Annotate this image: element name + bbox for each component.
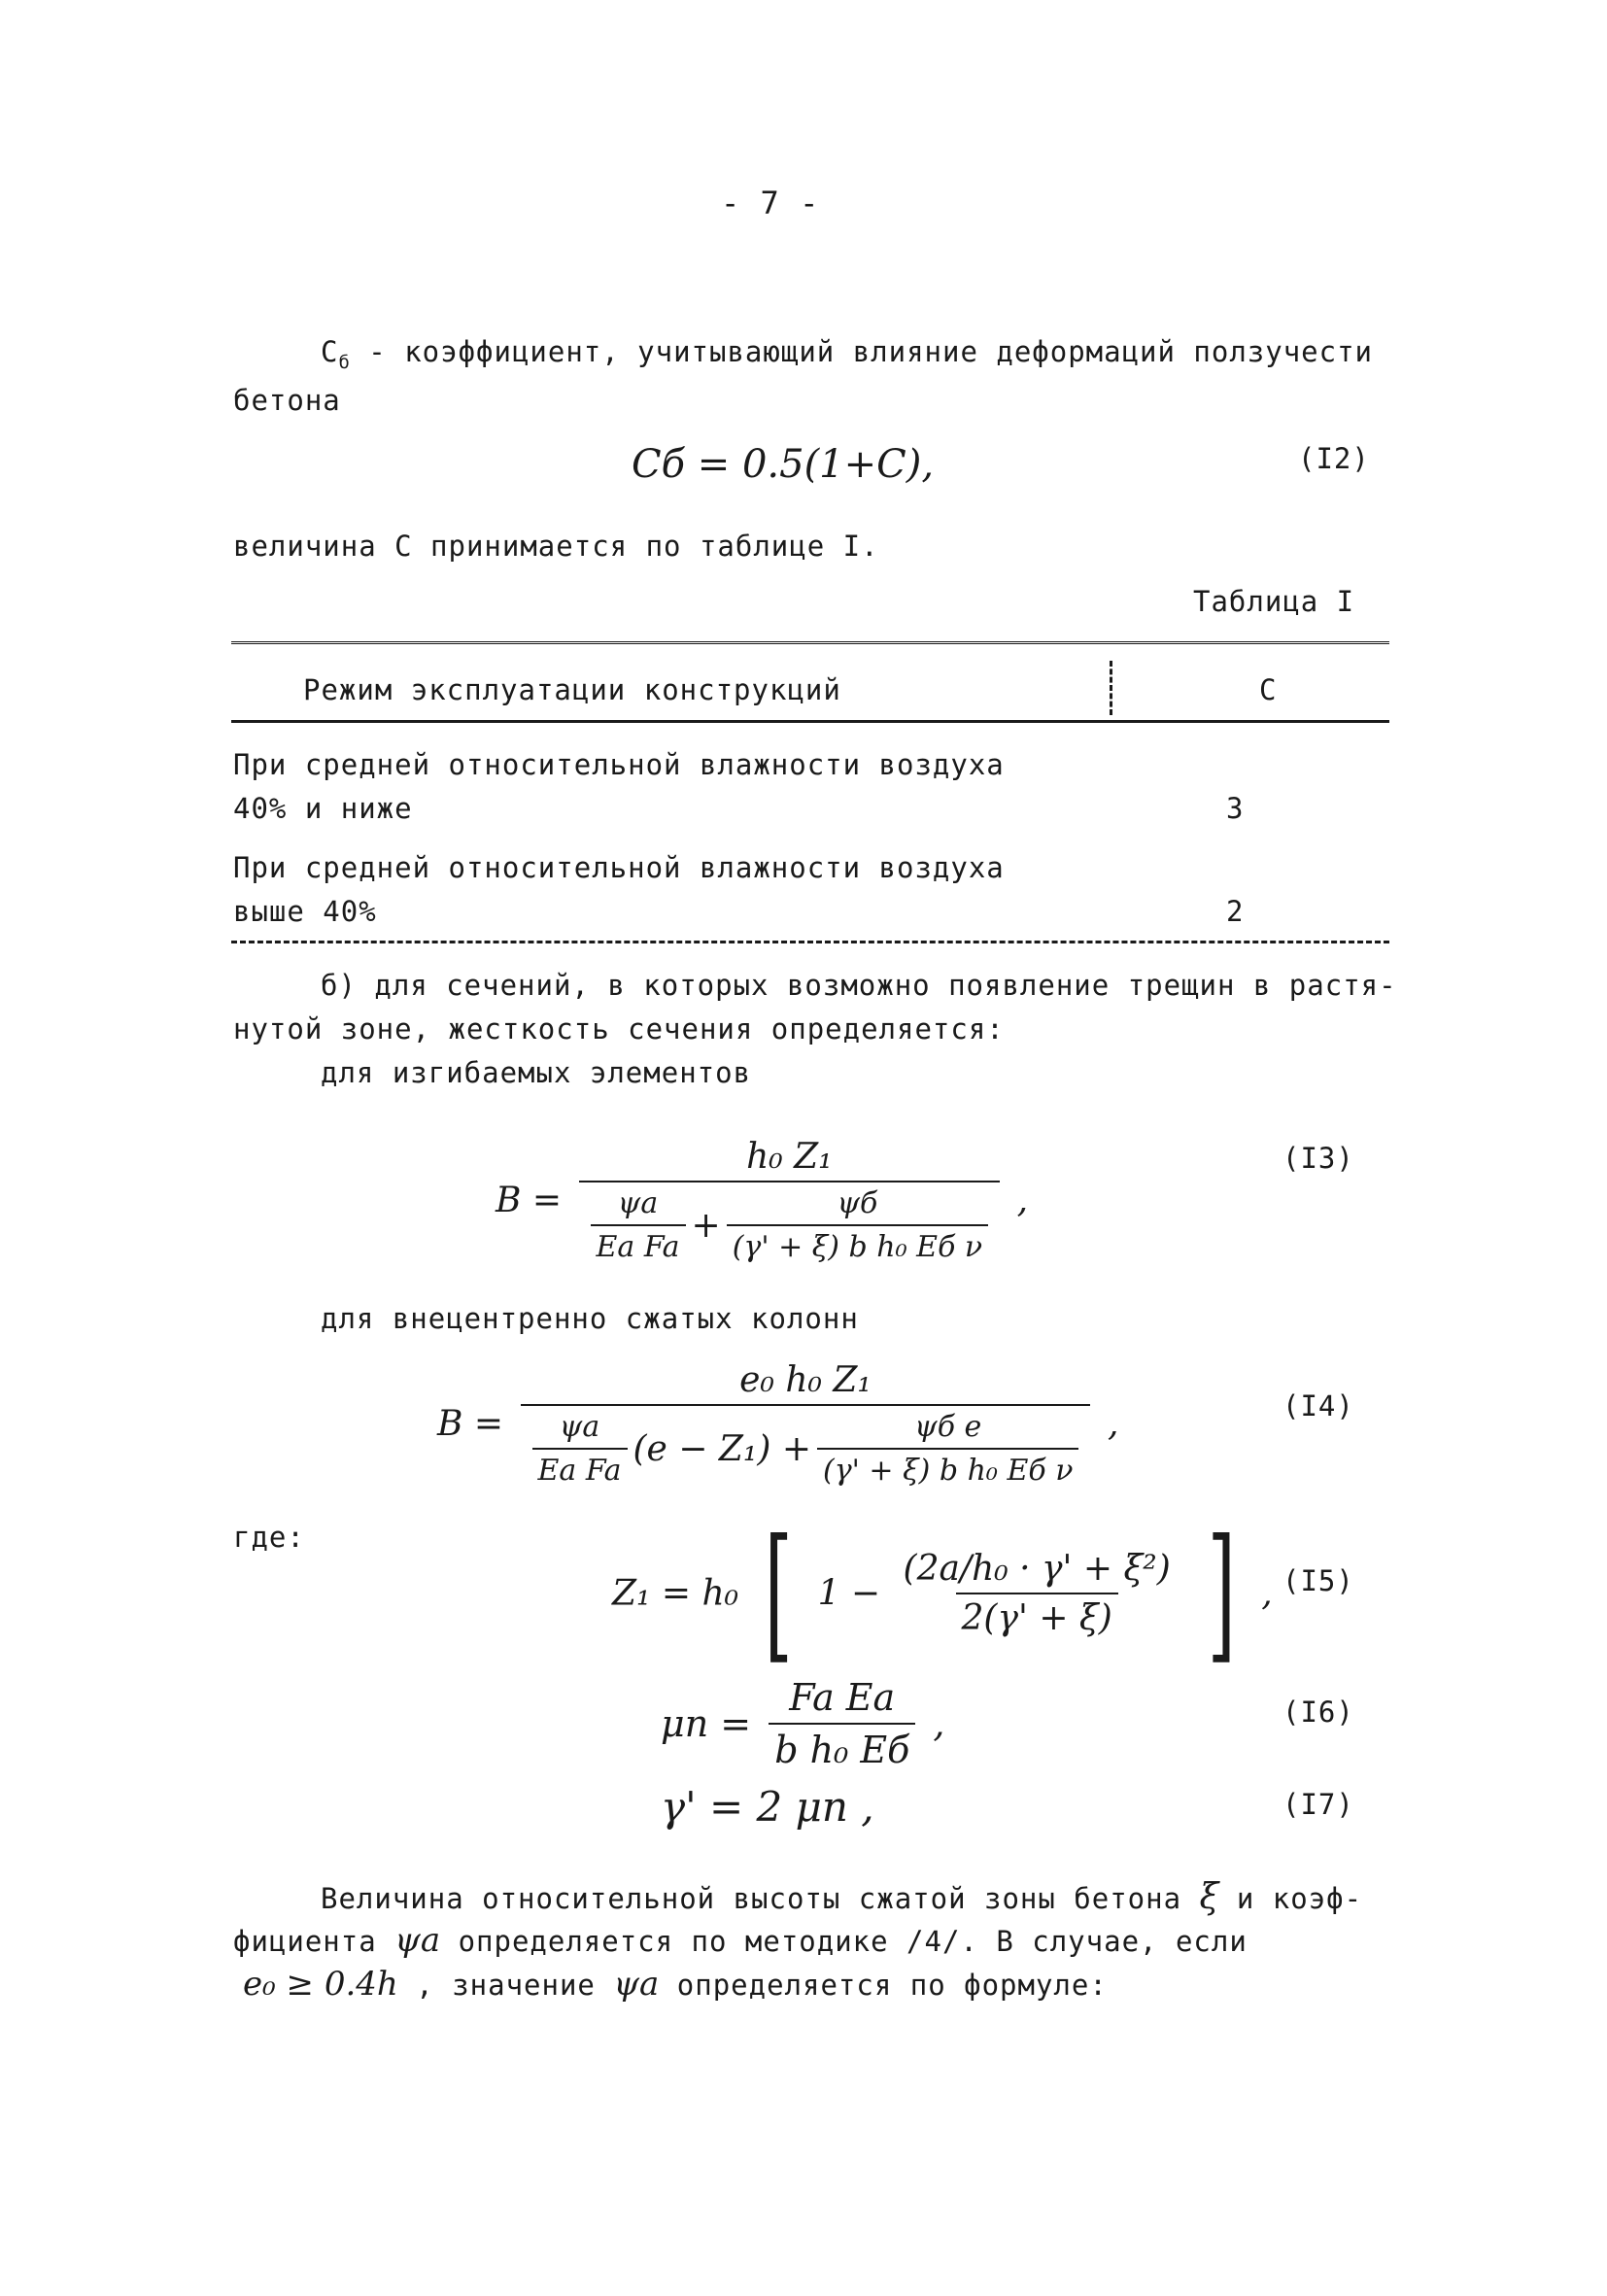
formula-14-term2-num: ψб e <box>914 1410 982 1444</box>
formula-13-term1-den: Ea Fa <box>591 1224 686 1264</box>
formula-14-numerator: e₀ h₀ Z₁ <box>739 1360 872 1400</box>
formula-16-num: Fa Ea <box>789 1676 896 1719</box>
formula-16-lhs: μn = <box>661 1702 752 1745</box>
intro-line-1-text: - коэффициент, учитывающий влияние деформаций ползучести <box>350 335 1374 368</box>
table-header-col2: C <box>1259 673 1278 706</box>
para-b-line-1: б) для сечений, в которых возможно появление трещин в растя- <box>321 969 1397 1002</box>
final-line-3-a: , значение <box>416 1969 596 2002</box>
formula-13-plus: + <box>691 1205 721 1246</box>
para-columns: для внецентренно сжатых колонн <box>321 1302 859 1335</box>
final-line-2 <box>233 1921 1248 1960</box>
formula-13-term2-den: (γ' + ξ) b h₀ Eб ν <box>727 1224 988 1264</box>
formula-13-term2-num: ψб <box>837 1186 878 1220</box>
formula-14-lhs: B = <box>437 1404 504 1444</box>
formula-14-term1-num: ψa <box>559 1410 600 1444</box>
formula-15-lhs: Z₁ = h₀ <box>612 1573 739 1614</box>
formula-15-tail: , <box>1261 1573 1273 1614</box>
intro-line-1 <box>321 335 1373 373</box>
psi-a-symbol: ψa <box>394 1921 441 1960</box>
formula-16-tail: , <box>933 1702 945 1745</box>
where-label: где: <box>233 1521 305 1554</box>
formula-15-den: 2(γ' + ξ) <box>956 1593 1118 1638</box>
table-row-1-value: 3 <box>1226 792 1245 825</box>
intro-line-2: бетона <box>233 384 341 417</box>
formula-17-number: (I7) <box>1282 1788 1354 1821</box>
table-row-1-line-2: 40% и ниже <box>233 792 413 825</box>
table-top-rule <box>231 641 1389 648</box>
formula-13-lhs: B = <box>496 1181 563 1220</box>
table-row-2-value: 2 <box>1226 895 1245 928</box>
formula-12: Cб = 0.5(1+C), <box>632 442 935 487</box>
formula-16-den: b h₀ Eб <box>769 1723 915 1771</box>
table-reference-sentence: величина C принимается по таблице I. <box>233 530 879 563</box>
formula-15-number: (I5) <box>1282 1564 1354 1597</box>
formula-13-main-fraction <box>579 1137 1001 1264</box>
symbol-c: C <box>321 335 339 368</box>
page-number: - 7 - <box>721 185 820 222</box>
formula-13-numerator: h₀ Z₁ <box>746 1137 833 1177</box>
table-row-1-line-1: При средней относительной влажности воздуха <box>233 748 1005 781</box>
table-row-2-line-2: выше 40% <box>233 895 377 928</box>
table-bottom-rule <box>231 941 1389 943</box>
formula-14-main-fraction <box>521 1360 1091 1488</box>
condition-formula: e₀ ≥ 0.4h <box>243 1965 398 2004</box>
formula-13-term1-num: ψa <box>617 1186 659 1220</box>
formula-17: γ' = 2 μn , <box>661 1783 874 1831</box>
right-bracket: ] <box>1207 1509 1237 1678</box>
table-header-divider <box>1110 661 1112 715</box>
final-line-2-b: определяется по методике /4/. В случае, если <box>458 1925 1248 1958</box>
para-b-line-3: для изгибаемых элементов <box>321 1056 752 1089</box>
final-line-1-a: Величина относительной высоты сжатой зоны бетона <box>321 1882 1182 1915</box>
formula-14-term2-den: (γ' + ξ) b h₀ Eб ν <box>817 1448 1078 1488</box>
formula-13 <box>496 1137 1028 1264</box>
formula-14-number: (I4) <box>1282 1389 1354 1422</box>
formula-16-number: (I6) <box>1282 1696 1354 1729</box>
final-line-3 <box>243 1965 1108 2004</box>
left-bracket: [ <box>764 1509 793 1678</box>
final-line-3-b: определяется по формуле: <box>676 1969 1108 2002</box>
symbol-c-sub: б <box>338 352 351 373</box>
formula-15-num: (2a/h₀ · γ' + ξ²) <box>903 1549 1171 1589</box>
table-caption: Таблица I <box>1193 585 1355 618</box>
table-header-rule <box>231 720 1389 723</box>
formula-14-term1-den: Ea Fa <box>532 1448 628 1488</box>
formula-13-number: (I3) <box>1282 1142 1354 1175</box>
final-line-1-b: и коэф- <box>1236 1882 1363 1915</box>
final-line-1 <box>321 1877 1362 1917</box>
para-b-line-2: нутой зоне, жесткость сечения определяется: <box>233 1012 1005 1045</box>
formula-13-tail: , <box>1016 1181 1029 1220</box>
formula-12-number: (I2) <box>1298 442 1370 475</box>
formula-15-one: 1 − <box>817 1573 881 1614</box>
formula-15 <box>612 1509 1273 1678</box>
formula-14-term1-tail: (e − Z₁) + <box>633 1428 812 1469</box>
final-line-2-a: фициента <box>233 1925 377 1958</box>
formula-14-tail: , <box>1107 1404 1119 1444</box>
formula-14 <box>437 1360 1118 1488</box>
xi-symbol: ξ <box>1199 1877 1219 1917</box>
table-row-2-line-1: При средней относительной влажности воздуха <box>233 851 1005 884</box>
formula-16 <box>661 1676 945 1771</box>
table-header-col1: Режим эксплуатации конструкций <box>303 673 841 706</box>
psi-a-symbol-2: ψa <box>613 1965 660 2004</box>
